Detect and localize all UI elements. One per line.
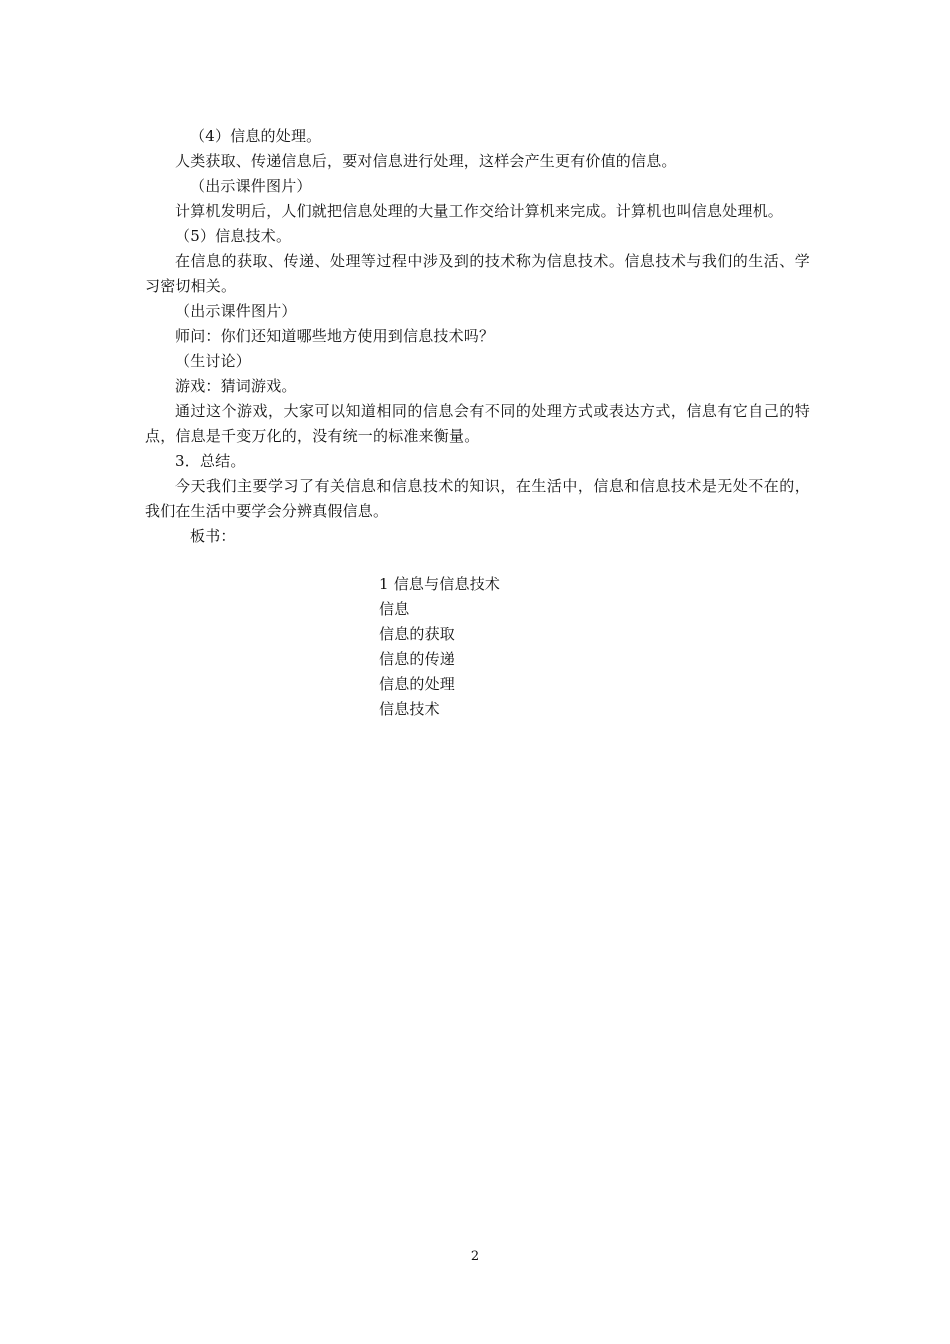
paragraph-computer: 计算机发明后，人们就把信息处理的大量工作交给计算机来完成。计算机也叫信息处理机。	[175, 202, 784, 220]
board-title: 1 信息与信息技术	[379, 575, 501, 593]
paragraph-summary: 今天我们主要学习了有关信息和信息技术的知识，在生活中，信息和信息技术是无处不在的，我们在生活中要学会分辨真假信息。	[145, 477, 810, 520]
blackboard-outline	[379, 572, 500, 722]
board-label: 板书：	[190, 527, 236, 545]
heading-summary: 3．总结。	[175, 452, 246, 470]
paragraph-processing-desc: 人类获取、传递信息后，要对信息进行处理，这样会产生更有价值的信息。	[175, 152, 677, 170]
paragraph-technology-desc: 在信息的获取、传递、处理等过程中涉及到的技术称为信息技术。信息技术与我们的生活、学习密切相关。	[145, 252, 810, 295]
game-line: 游戏：猜词游戏。	[175, 377, 297, 395]
paragraph-game-summary: 通过这个游戏，大家可以知道相同的信息会有不同的处理方式或表达方式，信息有它自己的特点，信息是千变万化的，没有统一的标准来衡量。	[145, 402, 810, 445]
heading-info-processing: （4）信息的处理。	[190, 127, 322, 145]
heading-info-technology: （5）信息技术。	[175, 227, 292, 245]
teacher-question: 师问：你们还知道哪些地方使用到信息技术吗？	[175, 327, 495, 345]
note-show-courseware-2: （出示课件图片）	[175, 302, 297, 320]
note-student-discussion: （生讨论）	[175, 352, 252, 370]
board-item: 信息的获取	[379, 625, 456, 643]
note-show-courseware-1: （出示课件图片）	[190, 177, 312, 195]
board-item: 信息的传递	[379, 650, 456, 668]
board-item: 信息的处理	[379, 675, 456, 693]
document-body	[145, 124, 810, 549]
board-item: 信息	[379, 600, 410, 618]
board-item: 信息技术	[379, 700, 440, 718]
page-number: 2	[470, 1249, 480, 1264]
